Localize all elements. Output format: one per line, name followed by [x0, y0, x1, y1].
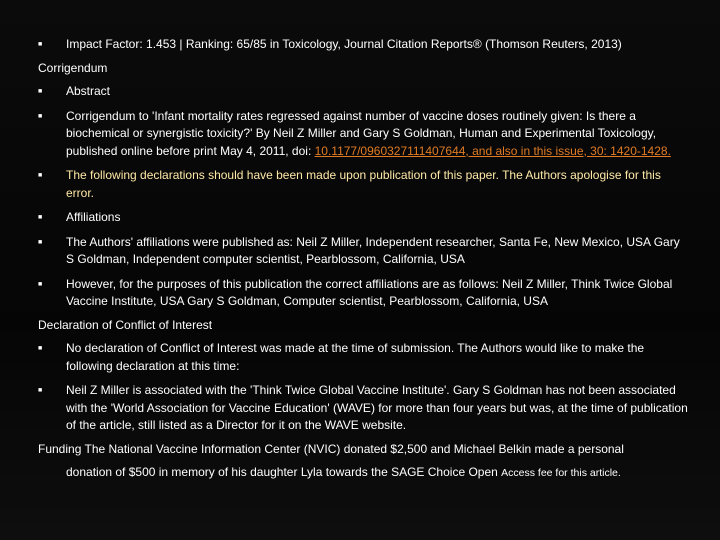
bullet-icon: ■ [38, 88, 43, 95]
corrigendum-heading: Corrigendum [38, 60, 108, 75]
abstract-text: Abstract [66, 84, 111, 98]
bullet-icon: ■ [38, 238, 43, 246]
funding-line-2 [38, 464, 690, 483]
impact-text: Impact Factor: 1.453 | Ranking: 65/85 in Toxicology, Journal Citation Reports® (Thomson Reuters, 2013) [66, 37, 622, 51]
affiliations-text: Affiliations [66, 210, 121, 224]
corrigendum-text: Corrigendum to 'Infant mortality rates regressed against number of vaccine doses routinely given: Is there a biochemical or synergistic toxicity?' By Neil Z Miller and Gary S Goldman, Human and Experimental Toxicology, published online before print May 4, 2011, doi: [66, 108, 657, 158]
bullet-icon: ■ [38, 280, 43, 288]
bullet-declarations [38, 167, 690, 202]
bullet-icon: ■ [38, 345, 43, 352]
funding-access-fee: Access fee for this article. [501, 467, 621, 479]
coi-miller-text: Neil Z Miller is associated with the 'Think Twice Global Vaccine Institute'. Gary S Goldman has not been associated with the 'World Association for Vaccine Education' (WAVE) for more than four years but was, at the time of publication of the article, still listed as a Director for it on the WAVE website. [66, 383, 688, 432]
bullet-icon: ■ [38, 387, 43, 394]
declarations-text: The following declarations should have been made upon publication of this paper. The Authors apologise for this error. [66, 168, 661, 200]
bullet-affiliations-correct [38, 276, 690, 311]
funding-text: donation of $500 in memory of his daughter Lyla towards the SAGE Choice Open [66, 465, 498, 479]
affiliations-correct-text: However, for the purposes of this publication the correct affiliations are as follows: Neil Z Miller, Think Twice Global Vaccine Institute, USA Gary S Goldman, Computer scientist, Pearblossom, California, USA [66, 276, 673, 308]
bullet-abstract [38, 83, 690, 101]
coi-heading: Declaration of Conflict of Interest [38, 317, 213, 332]
funding-line-1: Funding The National Vaccine Information Center (NVIC) donated $2,500 and Michael Belkin made a personal [38, 441, 624, 456]
doi-link[interactable]: 10.1177/0960327111407644, and also in this issue, 30: 1420-1428. [314, 143, 671, 158]
bullet-coi-miller [38, 382, 690, 435]
bullet-coi-none [38, 340, 690, 375]
affiliations-published-text: The Authors' affiliations were published as: Neil Z Miller, Independent researcher, Santa Fe, New Mexico, USA Gary S Goldman, Independent computer scientist, Pearblossom, California, USA [66, 234, 680, 266]
bullet-affiliations [38, 209, 690, 227]
bullet-impact [38, 36, 690, 54]
bullet-affiliations-published [38, 234, 690, 269]
bullet-icon: ■ [38, 112, 43, 120]
bullet-icon: ■ [38, 214, 43, 221]
bullet-icon: ■ [38, 172, 43, 179]
bullet-corrigendum [38, 108, 690, 161]
coi-none-text: No declaration of Conflict of Interest was made at the time of submission. The Authors would like to make the following declaration at this time: [66, 341, 645, 373]
bullet-icon: ■ [38, 41, 43, 48]
